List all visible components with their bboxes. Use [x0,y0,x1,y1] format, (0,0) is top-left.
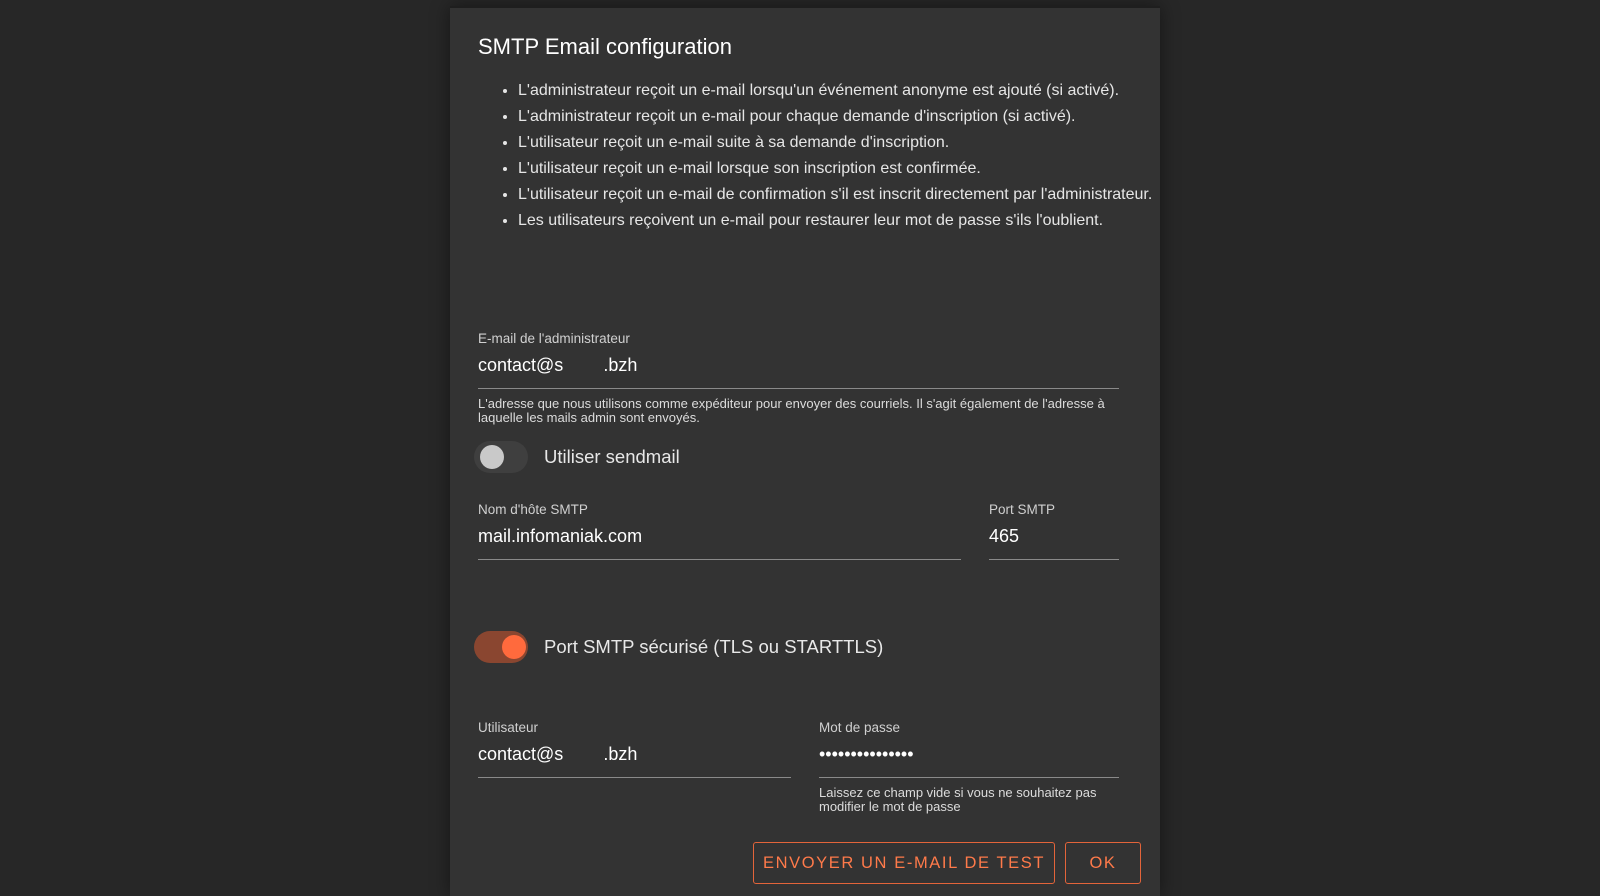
smtp-host-field [478,502,961,560]
admin-email-input[interactable] [478,351,1119,389]
admin-email-label: E-mail de l'administrateur [478,331,630,346]
user-label: Utilisateur [478,720,539,735]
info-item: • L'utilisateur reçoit un e-mail de confirmation s'il est inscrit directement par l'administrateur. [518,182,1158,208]
secure-port-label: Port SMTP sécurisé (TLS ou STARTTLS) [544,636,884,657]
admin-email-field [478,331,1119,425]
password-field [819,720,1119,814]
sendmail-toggle[interactable] [474,441,528,473]
send-test-email-button[interactable]: ENVOYER UN E-MAIL DE TEST [753,842,1055,884]
secure-port-row [474,631,883,663]
smtp-host-input[interactable] [478,522,961,560]
info-item: • L'administrateur reçoit un e-mail lorsqu'un événement anonyme est ajouté (si activé). [518,78,1158,104]
smtp-port-label: Port SMTP [989,502,1056,517]
smtp-port-field [989,502,1119,560]
info-list [478,78,1158,234]
smtp-port-input[interactable] [989,522,1119,560]
smtp-config-dialog [450,6,1160,896]
secure-port-toggle[interactable] [474,631,528,663]
admin-email-hint: L'adresse que nous utilisons comme expéditeur pour envoyer des courriels. Il s'agit également de l'adresse à laquelle les mails admin sont envoyés. [478,396,1105,425]
smtp-host-label: Nom d'hôte SMTP [478,502,588,517]
ok-button[interactable]: OK [1065,842,1141,884]
user-field [478,720,791,778]
password-label: Mot de passe [819,720,901,735]
sendmail-toggle-knob [480,445,504,469]
info-item: • Les utilisateurs reçoivent un e-mail pour restaurer leur mot de passe s'ils l'oublient. [518,208,1158,234]
user-input[interactable] [478,740,791,778]
dialog-title: SMTP Email configuration [478,34,732,59]
info-item: • L'administrateur reçoit un e-mail pour chaque demande d'inscription (si activé). [518,104,1158,130]
sendmail-label: Utiliser sendmail [544,446,680,467]
password-hint: Laissez ce champ vide si vous ne souhaitez pas modifier le mot de passe [819,785,1097,814]
info-item: • L'utilisateur reçoit un e-mail suite à sa demande d'inscription. [518,130,1158,156]
sendmail-row [474,441,680,473]
password-input[interactable] [819,740,1119,778]
info-item: • L'utilisateur reçoit un e-mail lorsque son inscription est confirmée. [518,156,1158,182]
secure-port-toggle-knob [502,635,526,659]
